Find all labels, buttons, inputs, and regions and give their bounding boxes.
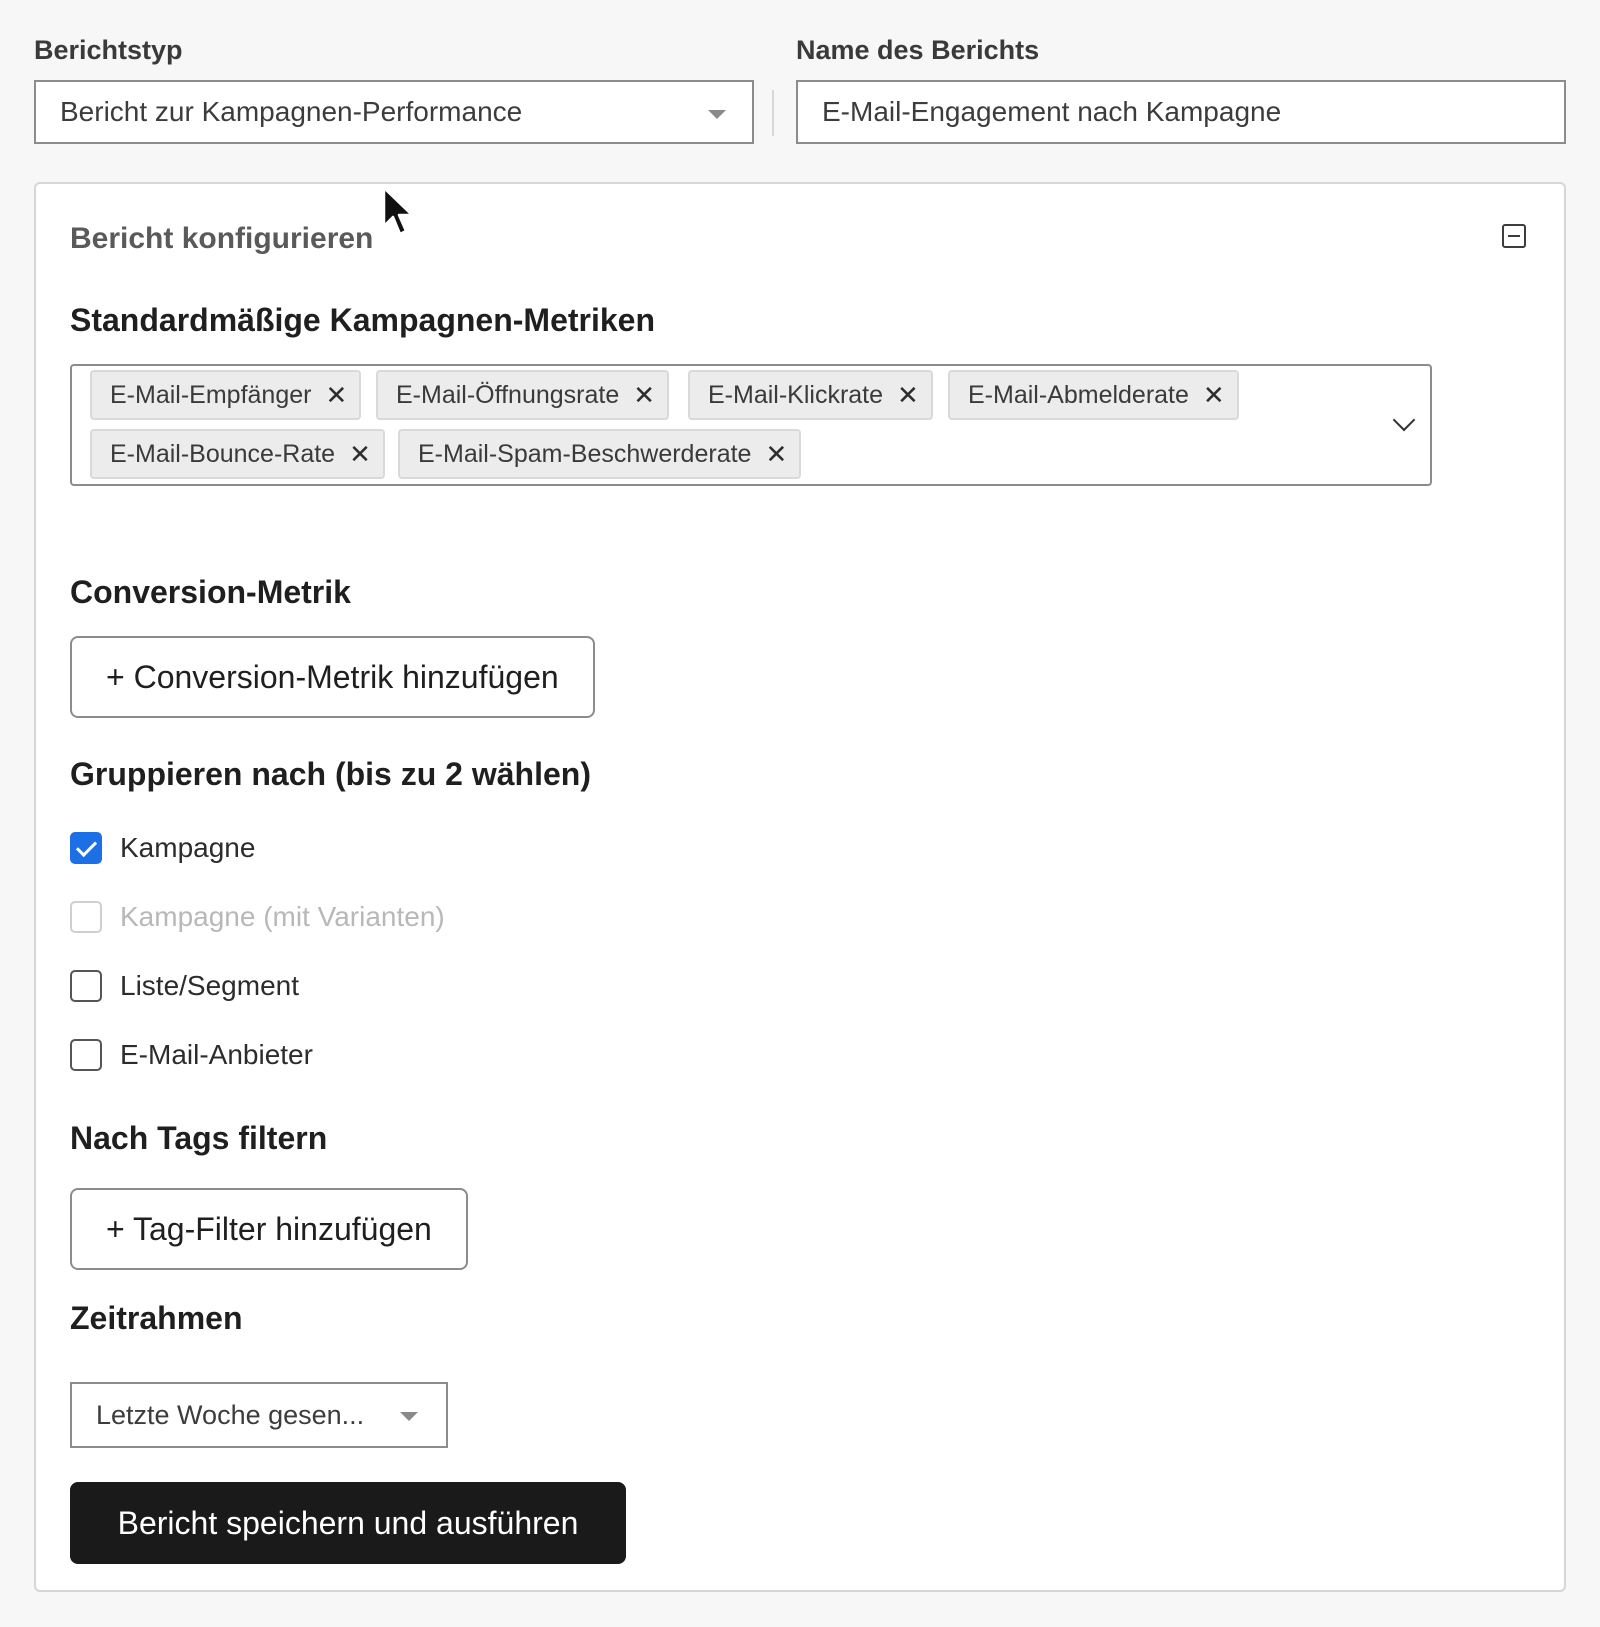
group-by-option-campaign[interactable]	[70, 832, 255, 864]
save-and-run-button[interactable]: Bericht speichern und ausführen	[70, 1482, 626, 1564]
chip-label: E-Mail-Öffnungsrate	[396, 380, 620, 409]
group-by-option-campaign-variants	[70, 901, 445, 933]
tags-heading: Nach Tags filtern	[70, 1120, 328, 1156]
close-icon[interactable]: ✕	[765, 439, 788, 469]
option-label: E-Mail-Anbieter	[120, 1039, 313, 1070]
metric-chip	[948, 370, 1239, 420]
conversion-heading: Conversion-Metrik	[70, 574, 351, 610]
panel-title: Bericht konfigurieren	[70, 222, 374, 255]
divider	[772, 90, 774, 136]
checkbox-disabled	[70, 901, 102, 933]
report-type-select[interactable]	[34, 80, 754, 144]
chevron-down-icon[interactable]	[1393, 409, 1416, 432]
add-tag-filter-button[interactable]: + Tag-Filter hinzufügen	[70, 1188, 468, 1270]
report-name-input[interactable]	[796, 80, 1566, 144]
group-by-option-list-segment[interactable]	[70, 970, 299, 1002]
option-label: Kampagne (mit Varianten)	[120, 901, 445, 932]
chip-label: E-Mail-Abmelderate	[968, 380, 1189, 409]
chip-label: E-Mail-Klickrate	[708, 380, 884, 409]
metric-chip	[688, 370, 933, 420]
caret-down-icon	[400, 1412, 418, 1421]
metric-chip	[398, 429, 801, 479]
default-metrics-heading: Standardmäßige Kampagnen-Metriken	[70, 302, 655, 338]
close-icon[interactable]: ✕	[1202, 380, 1225, 410]
timeframe-value: Letzte Woche gesen...	[96, 1399, 365, 1430]
timeframe-heading: Zeitrahmen	[70, 1300, 243, 1336]
chip-label: E-Mail-Bounce-Rate	[110, 439, 336, 468]
report-name-label: Name des Berichts	[796, 35, 1040, 65]
add-conversion-metric-button[interactable]: + Conversion-Metrik hinzufügen	[70, 636, 595, 718]
group-by-option-email-provider[interactable]	[70, 1039, 313, 1071]
checkbox[interactable]	[70, 1039, 102, 1071]
chip-label: E-Mail-Spam-Beschwerderate	[418, 439, 752, 468]
metric-chip	[376, 370, 669, 420]
close-icon[interactable]: ✕	[633, 380, 656, 410]
report-type-label: Berichtstyp	[34, 35, 183, 65]
option-label: Liste/Segment	[120, 970, 299, 1001]
checkbox-checked[interactable]	[70, 832, 102, 864]
report-type-value: Bericht zur Kampagnen-Performance	[60, 96, 523, 127]
chip-label: E-Mail-Empfänger	[110, 380, 312, 409]
metric-chip	[90, 370, 361, 420]
report-name-value: E-Mail-Engagement nach Kampagne	[822, 96, 1282, 127]
caret-down-icon	[708, 110, 726, 119]
mouse-cursor-icon	[382, 186, 416, 238]
close-icon[interactable]: ✕	[325, 380, 348, 410]
collapse-icon[interactable]	[1502, 224, 1526, 248]
metrics-multiselect[interactable]	[70, 364, 1432, 486]
group-by-heading: Gruppieren nach (bis zu 2 wählen)	[70, 756, 591, 792]
metric-chip	[90, 429, 385, 479]
configure-report-panel	[34, 182, 1566, 1592]
checkbox[interactable]	[70, 970, 102, 1002]
option-label: Kampagne	[120, 832, 256, 863]
close-icon[interactable]: ✕	[349, 439, 371, 469]
close-icon[interactable]: ✕	[897, 380, 919, 410]
timeframe-select[interactable]	[70, 1382, 448, 1448]
